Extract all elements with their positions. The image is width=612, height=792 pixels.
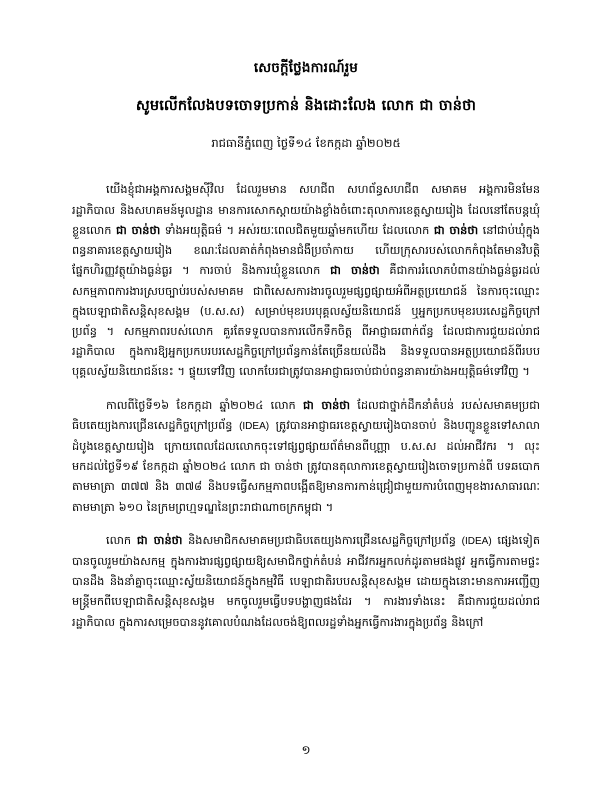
text-run: លោក <box>106 533 137 547</box>
person-name: ជា ចាន់ថា <box>302 398 351 412</box>
paragraph-2 <box>72 396 540 518</box>
document-subtitle: សូមលើកលែងបទចោទប្រកាន់ និងដោះលែង លោក ជា ចាន់ថា <box>135 97 477 114</box>
person-name: ជា ចាន់ថា <box>115 223 161 237</box>
person-name: ជា ចាន់ថា <box>136 533 183 547</box>
page-number: ១ <box>301 743 311 757</box>
text-run: នៅជាប់ឃុំក្នុងពន្ធនាគារខេត្តស្វាយរៀង ខណៈដែលគាត់កំពុងមានជំងឺប្រចាំកាយ ហើយក្រុសារបស់លោកកំពុងតែមានវិបត្តិផ្នែកហិរញ្ញវត្ថុយ៉ាងធ្ងន់ធ្ងរ ។ ការចាប់ និងការឃុំខ្លួនលោក <box>72 223 540 278</box>
person-name: ជា ចាន់ថា <box>330 264 380 278</box>
text-run: ដែលជាថ្នាក់ដឹកនាំតំបន់ របស់សមាគមប្រជាធិបតេយ្យងការជ្រើនសេដ្ឋកិច្ចក្រៅប្រព័ន្ធ <box>72 398 540 432</box>
organization-acronym: (IDEA) <box>239 420 270 432</box>
text-run: និងសមាជិកសមាគមប្រជាធិបតេយ្យងការជ្រើនសេដ្ឋកិច្ចក្រៅប្រព័ន្ធ <box>182 533 462 547</box>
place-and-date-line: រាជធានីភ្នំពេញ ថ្ងៃទី១៤ ខែកក្កដា ឆ្នាំ២០២៥ <box>211 135 401 150</box>
organization-acronym: (IDEA) <box>461 535 492 547</box>
text-run: គឺជាការរំលោភបំពានយ៉ាងធ្ងន់ធ្ងរដល់សកម្មភាពការងារស្របច្បាប់របស់សមាគម ជាពិសេសការងារចូលរួមផ្សព្វផ្សាយអំពីអត្ថប្រយោជន៍ នៃការចុះឈ្មោះក្នុងបេឡាជាតិសន្តិសុខសង្គម (ប.ស.ស) សម្រាប់មុខរបរបុគ្គលស្វ័យនិយោជន៍ ឬអ្នកប្រកបមុខរបរសេដ្ឋកិច្ចក្រៅប្រព័ន្ធ ។ សកម្មភាពរបស់លោក គួរតែទទួលបានការលើកទឹកចិត្ត ពីអាជ្ញាធរពាក់ព័ន្ធ ដែលជាការជួយដល់រាជរដ្ឋាភិបាល ក្នុងការឱ្យអ្នកប្រកបរបរសេដ្ឋកិច្ចក្រៅប្រព័ន្ធកាន់តែច្រើនយល់ដឹង និងទទួលបានអត្ថប្រយោជន៍ពីរបបបុគ្គលស្វ័យនិយោជន៍នេះ ។ ផ្ទុយទៅវិញ លោកបែរជាត្រូវបានអាជ្ញាធរចាប់ជាប់ពន្ធនាគារយ៉ាងអយុត្តិធម៌ទៅវិញ ។ <box>72 264 540 379</box>
text-run: យើងខ្ញុំជាអង្គការសង្គមស៊ីវិល ដែលរួមមាន សហជីព សហព័ន្ធសហជីព សមាគម អង្គការមិនមែនរដ្ឋាភិបាល និងសហគមន៍មូលដ្ឋាន មានការសោកស្តាយយ៉ាងខ្លាំងចំពោះតុលាការខេត្តស្វាយរៀង ដែលនៅតែបន្តឃុំខ្លួនលោក <box>72 183 540 237</box>
paragraph-3 <box>72 531 540 633</box>
text-run: ផ្សេងទៀត បានចូលរួមយ៉ាងសកម្ម ក្នុងការងារផ្សព្វផ្សាយឱ្យសមាជិកថ្នាក់តំបន់ អាជីវករអ្នកលក់ដូរតាមផងផ្លូវ អ្នកធ្វើការតាមផ្ទះ បានដឹង និងនាំគ្នាចុះឈ្មោះស្វ័យនិយោជន៍ក្នុងកម្មវិធី បេឡាជាតិរបបសន្តិសុខសង្គម ដោយក្នុងនោះមានការអញ្ជើញមន្ត្រីមកពីបេឡាជាតិសន្តិសុខសង្គម មកចូលរួមធ្វើបទបង្ហាញផងដែរ ។ ការងារទាំងនេះ គឺជាការជួយដល់រាជរដ្ឋាភិបាល ក្នុងការសម្រេចបាននូវគោលបំណងដែលចង់ឱ្យពលរដ្ឋទាំងអ្នកធ្វើការងារក្នុងប្រព័ន្ធ និងក្រៅ <box>72 533 540 629</box>
page-title: សេចក្តីថ្លែងការណ៍រួម <box>253 60 359 76</box>
text-run: កាលពីថ្ងៃទី១៦ ខែកក្កដា ឆ្នាំ២០២៤ លោក <box>106 398 303 412</box>
document-body <box>72 180 540 632</box>
page-content <box>72 56 540 633</box>
text-run: ត្រូវបានអាជ្ញាធរខេត្តស្វាយរៀងបានចាប់ និងបញ្ជូនខ្លួនទៅសាលាដំបូងខេត្តស្វាយរៀង ក្រោយពេលដែលលោកចុះទៅផ្សព្វផ្សាយព័ត៌មានពីបញ្ណា ប.ស.ស ដល់អាជីវករ ។ លុះមកដល់ថ្ងៃទី១៩ ខែកក្កដា ឆ្នាំ២០២៤ លោក ជា ចាន់ថា ត្រូវបានតុលាការខេត្តស្វាយរៀងចោទប្រកាន់ពី បទឆបោកតាមមាត្រា ៣៧៧ និង ៣៧៨ និងបទធ្វើសកម្មភាពបង្អើតឱ្យមានការកាន់ជ្រៀជាមួយការបំពេញមុខងារសាធារណៈ តាមមាត្រា ៦១០ នៃក្រមព្រហ្មទណ្ឌនៃព្រះរាជាណាចក្រកម្ពុជា ។ <box>72 418 540 514</box>
person-name: ជា ចាន់ថា <box>433 223 479 237</box>
text-run: ទាំងអយុត្តិធម៌ ។ អស់រយៈពេលជិតមួយឆ្នាំមកហើយ ដែលលោក <box>160 223 434 237</box>
paragraph-1 <box>72 180 540 382</box>
